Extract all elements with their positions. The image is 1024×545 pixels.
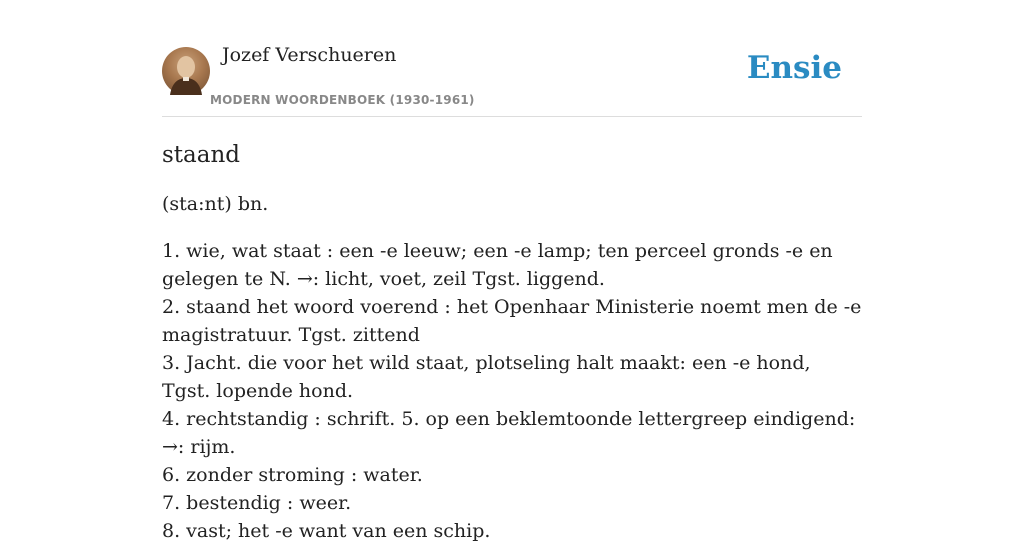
brand-logo[interactable]: Ensie (746, 50, 842, 86)
author-name[interactable]: Jozef Verschueren (222, 44, 397, 66)
entry-headword: staand (162, 142, 241, 168)
definition-item: 3. Jacht. die voor het wild staat, plotseling halt maakt: een -e hond, Tgst. lopende hond. (162, 352, 811, 402)
definition-item: 7. bestendig : weer. (162, 492, 352, 514)
author-portrait-icon (162, 47, 210, 95)
definition-item: 2. staand het woord voerend : het Openhaar Ministerie noemt men de -e magistratuur. Tgst. zittend (162, 296, 862, 346)
content-container (162, 0, 862, 545)
definition-list (162, 237, 862, 545)
definition-item: 6. zonder stroming : water. (162, 464, 423, 486)
definition-item: 1. wie, wat staat : een -e leeuw; een -e lamp; ten perceel gronds -e en gelegen te N. →: licht, voet, zeil Tgst. liggend. (162, 240, 833, 290)
source-dictionary[interactable]: MODERN WOORDENBOEK (1930-1961) (210, 93, 475, 107)
entry-pronunciation: (sta:nt) bn. (162, 193, 269, 215)
definition-item: 8. vast; het -e want van een schip. (162, 520, 491, 542)
definition-item: 4. rechtstandig : schrift. 5. op een beklemtoonde lettergreep eindigend: →: rijm. (162, 408, 856, 458)
header (162, 0, 862, 117)
author-avatar[interactable] (162, 47, 210, 95)
